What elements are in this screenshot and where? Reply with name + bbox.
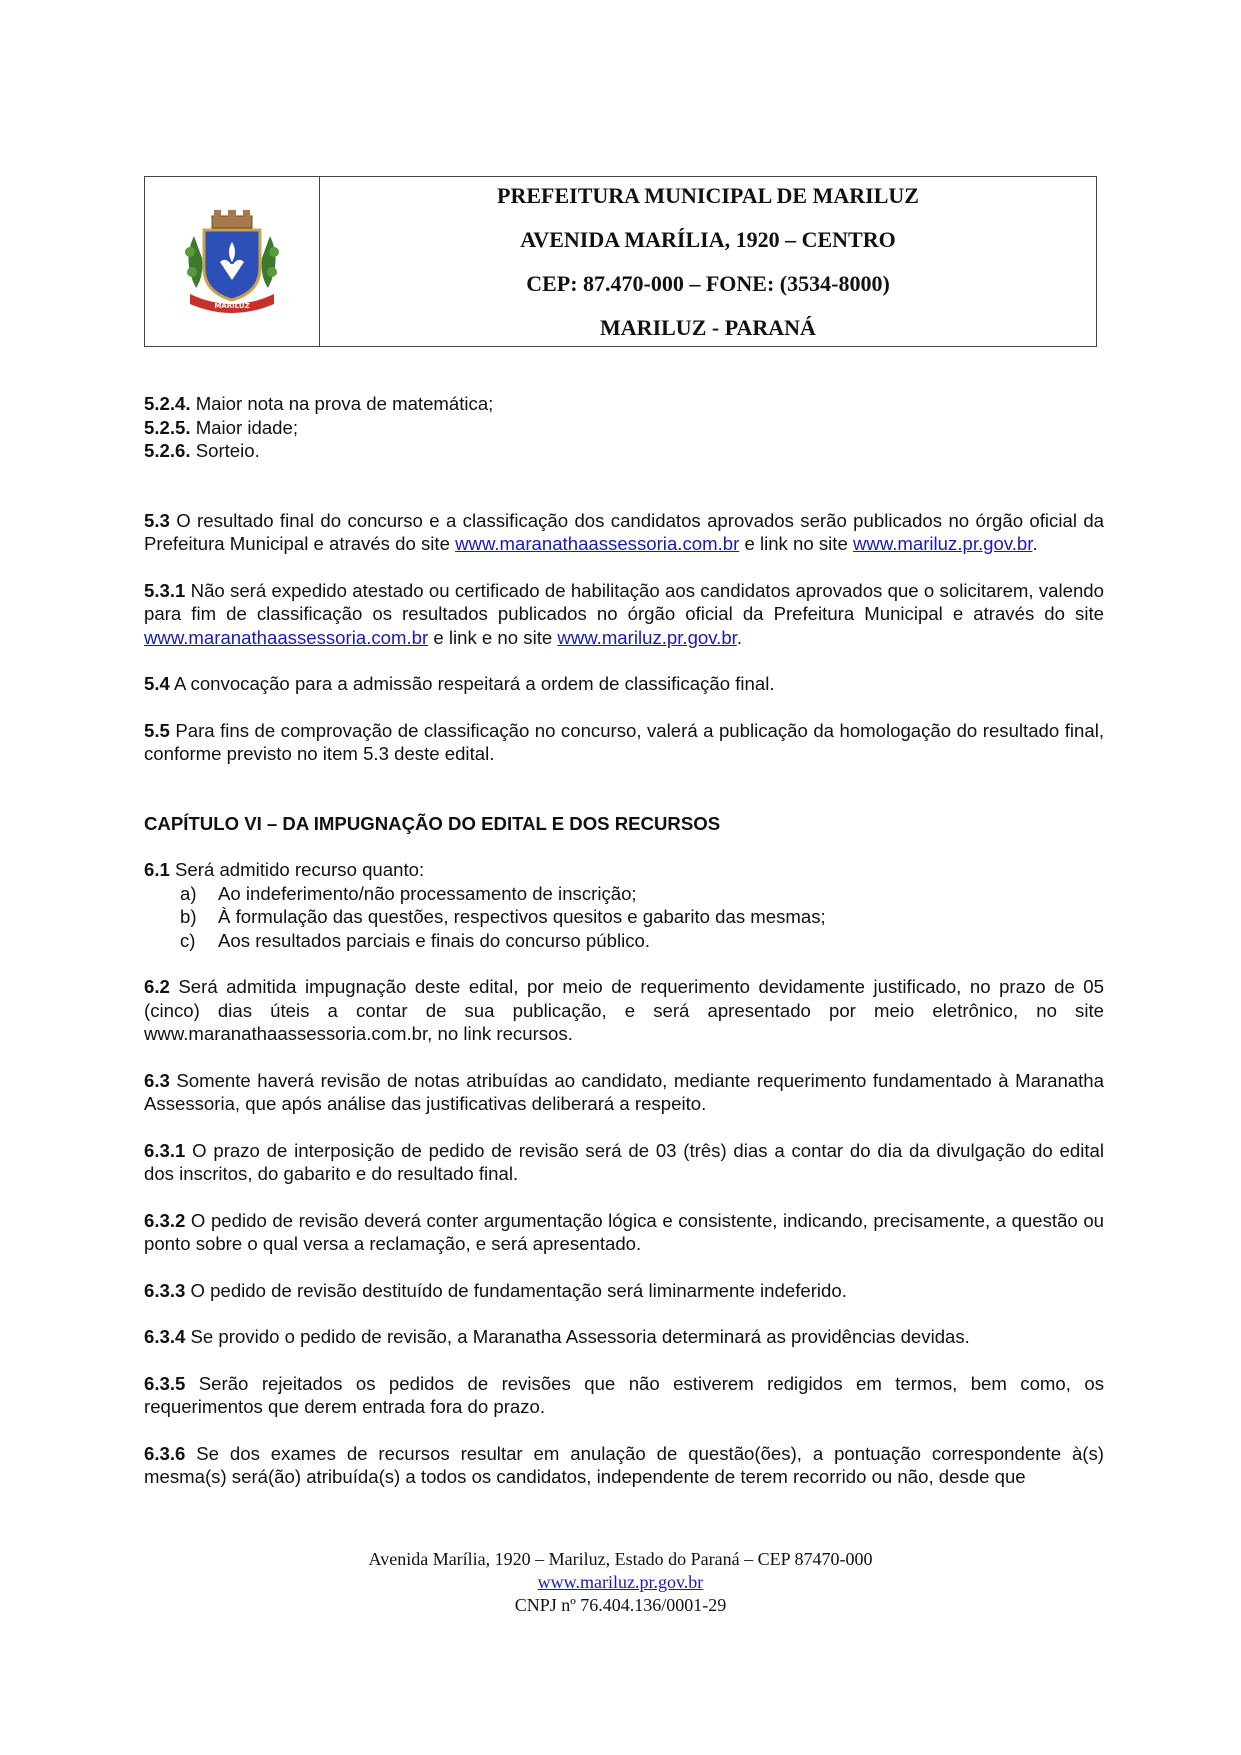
letterhead-text — [320, 177, 1096, 346]
section-6-3-5: 6.3.5 Serão rejeitados os pedidos de revisões que não estiverem redigidos em termos, bem como, os requerimentos que derem entrada fora do prazo. — [144, 1372, 1104, 1417]
chapter-title: CAPÍTULO VI – DA IMPUGNAÇÃO DO EDITAL E DOS RECURSOS — [144, 812, 721, 834]
link-mariluz[interactable]: www.mariluz.pr.gov.br — [557, 626, 737, 648]
item-5-2-5: 5.2.5. Maior idade; — [144, 416, 299, 438]
header-line-4: MARILUZ - PARANÁ — [600, 314, 816, 340]
list-item: c) Aos resultados parciais e finais do concurso público. — [180, 929, 651, 951]
footer-site-link[interactable]: www.mariluz.pr.gov.br — [537, 1572, 704, 1592]
section-6-3-4: 6.3.4 Se provido o pedido de revisão, a Maranatha Assessoria determinará as providências devidas. — [144, 1326, 970, 1347]
section-5-3: 5.3 O resultado final do concurso e a classificação dos candidatos aprovados serão publicados no órgão oficial da Prefeitura Municipal e através do site www.maranathaassessoria.com.br e link no site www.mariluz.pr.gov.br. — [144, 509, 1104, 554]
section-5-3-1: 5.3.1 Não será expedido atestado ou certificado de habilitação aos candidatos aprovados que o solicitarem, valendo para fim de classificação os resultados publicados no órgão oficial da Prefeitura Municipal e através do site www.maranathaassessoria.com.br e link e no site www.mariluz.pr.gov.br. — [144, 579, 1104, 648]
header-line-2: AVENIDA MARÍLIA, 1920 – CENTRO — [520, 226, 896, 252]
section-5-5: 5.5 Para fins de comprovação de classificação no concurso, valerá a publicação da homologação do resultado final, conforme previsto no item 5.3 deste edital. — [144, 719, 1104, 764]
page-footer — [0, 1548, 1241, 1617]
list-item: b) À formulação das questões, respectivos quesitos e gabarito das mesmas; — [180, 906, 826, 927]
coat-of-arms-icon — [176, 206, 288, 318]
section-6-3-6: 6.3.6 Se dos exames de recursos resultar em anulação de questão(ões), a pontuação correspondente à(s) mesma(s) será(ão) atribuída(s) a todos os candidatos, independente de terem recorrido ou não, desde que — [144, 1442, 1104, 1487]
header-line-1: PREFEITURA MUNICIPAL DE MARILUZ — [497, 182, 919, 208]
recurso-list — [144, 882, 1104, 953]
section-6-3-2: 6.3.2 O pedido de revisão deverá conter argumentação lógica e consistente, indicando, precisamente, a questão ou ponto sobre o qual versa a reclamação, e será apresentado. — [144, 1209, 1104, 1254]
section-6-3: 6.3 Somente haverá revisão de notas atribuídas ao candidato, mediante requerimento fundamentado à Maranatha Assessoria, que após análise das justificativas deliberará a respeito. — [144, 1069, 1104, 1114]
logo-cell — [145, 177, 320, 346]
logo-ribbon-text: MARILUZ — [214, 301, 250, 310]
section-6-1: 6.1 Será admitido recurso quanto: — [144, 859, 425, 880]
section-6-3-1: 6.3.1 O prazo de interposição de pedido de revisão será de 03 (três) dias a contar do dia da divulgação do edital dos inscritos, do gabarito e do resultado final. — [144, 1139, 1104, 1184]
link-mariluz[interactable]: www.mariluz.pr.gov.br — [852, 533, 1033, 554]
document-body — [144, 392, 1104, 1489]
section-6-2: 6.2 Será admitida impugnação deste edital, por meio de requerimento devidamente justificado, no prazo de 05 (cinco) dias úteis a contar de sua publicação, e será apresentado por meio eletrônico, no site www.maranathaassessoria.com.br, no link recursos. — [144, 976, 1104, 1044]
link-maranatha[interactable]: www.maranathaassessoria.com.br — [455, 533, 740, 554]
list-item: a) Ao indeferimento/não processamento de inscrição; — [180, 882, 637, 904]
link-maranatha[interactable]: www.maranathaassessoria.com.br — [144, 626, 429, 648]
footer-address: Avenida Marília, 1920 – Mariluz, Estado do Paraná – CEP 87470-000 — [368, 1549, 873, 1569]
section-6-3-3: 6.3.3 O pedido de revisão destituído de fundamentação será liminarmente indeferido. — [144, 1279, 847, 1301]
item-5-2-6: 5.2.6. Sorteio. — [144, 440, 260, 461]
section-5-4: 5.4 A convocação para a admissão respeitará a ordem de classificação final. — [144, 673, 775, 694]
footer-cnpj: CNPJ nº 76.404.136/0001-29 — [514, 1595, 727, 1615]
item-5-2-4: 5.2.4. Maior nota na prova de matemática; — [144, 393, 494, 414]
header-line-3: CEP: 87.470-000 – FONE: (3534-8000) — [526, 270, 890, 296]
letterhead — [144, 176, 1097, 347]
